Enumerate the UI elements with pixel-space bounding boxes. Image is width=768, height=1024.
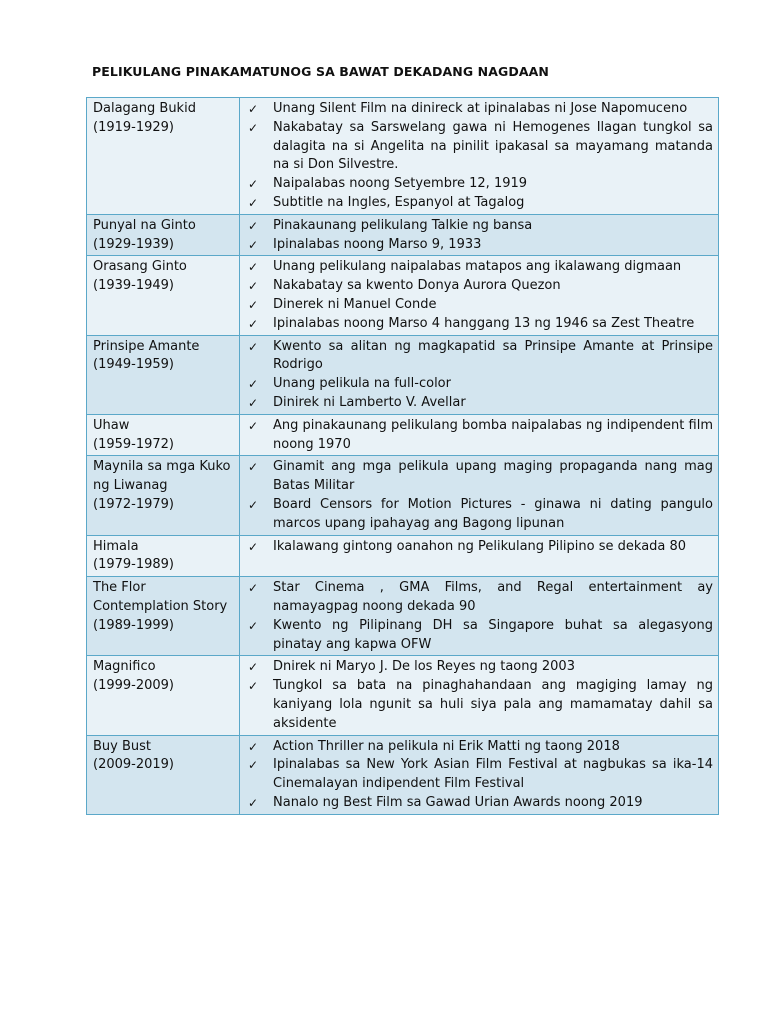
note-item — [246, 756, 713, 794]
table-row — [87, 256, 719, 335]
note-item — [246, 217, 713, 236]
film-cell — [87, 456, 240, 535]
note-text: Ikalawang gintong oanahon ng Pelikulang Pilipino se dekada 80 — [273, 538, 687, 554]
note-text: Subtitle na Ingles, Espanyol at Tagalog — [273, 194, 525, 210]
table-row — [87, 656, 719, 735]
notes-list — [246, 458, 713, 533]
notes-cell — [240, 735, 719, 814]
checkmark-icon: ✓ — [248, 120, 259, 135]
checkmark-icon: ✓ — [248, 497, 259, 512]
film-title: Magnifico — [93, 659, 156, 675]
note-text: Pinakaunang pelikulang Talkie ng bansa — [273, 217, 533, 233]
film-years: (1949-1959) — [93, 357, 175, 373]
note-item — [246, 236, 713, 255]
notes-list — [246, 100, 713, 213]
checkmark-icon: ✓ — [248, 102, 259, 116]
note-item — [246, 315, 713, 334]
checkmark-icon: ✓ — [248, 297, 259, 312]
notes-list — [246, 738, 713, 813]
film-title: Uhaw — [93, 417, 130, 433]
note-item — [246, 579, 713, 617]
film-years: (1989-1999) — [93, 617, 175, 633]
note-text: Ginamit ang mga pelikula upang maging propaganda nang mag Batas Militar — [273, 459, 713, 494]
note-item — [246, 677, 713, 733]
note-item — [246, 338, 713, 376]
film-years: (1939-1949) — [93, 278, 175, 294]
note-text: Board Censors for Motion Pictures - ginawa ni dating pangulo marcos upang ipahayag ang Bagong lipunan — [273, 496, 713, 531]
note-text: Tungkol sa bata na pinaghahandaan ang magiging lamay ng kaniyang lola ngunit sa huli siya pala ang mamamatay dahil sa aksidente — [273, 678, 713, 731]
film-cell — [87, 98, 240, 215]
film-years: (1959-1972) — [93, 436, 175, 452]
notes-list — [246, 217, 713, 255]
checkmark-icon: ✓ — [248, 618, 259, 633]
checkmark-icon: ✓ — [248, 237, 259, 252]
notes-cell — [240, 414, 719, 456]
note-text: Kwento ng Pilipinang DH sa Singapore buhat sa alegasyong pinatay ang kapwa OFW — [273, 617, 713, 652]
notes-list — [246, 658, 713, 733]
table-row — [87, 214, 719, 256]
film-years: (2009-2019) — [93, 757, 175, 773]
checkmark-icon: ✓ — [248, 316, 259, 331]
film-cell — [87, 335, 240, 414]
table-row — [87, 577, 719, 656]
note-item — [246, 794, 713, 813]
film-title: Himala — [93, 538, 139, 554]
checkmark-icon: ✓ — [248, 195, 259, 210]
checkmark-icon: ✓ — [248, 260, 259, 275]
note-text: Nanalo ng Best Film sa Gawad Urian Awards noong 2019 — [273, 794, 643, 810]
film-cell — [87, 214, 240, 256]
table-row — [87, 98, 719, 215]
page-title: PELIKULANG PINAKAMATUNOG SA BAWAT DEKADANG NAGDAAN — [92, 64, 549, 79]
checkmark-icon: ✓ — [248, 460, 259, 475]
note-item — [246, 258, 713, 277]
note-item — [246, 175, 713, 194]
film-title: Buy Bust — [93, 738, 152, 754]
note-item — [246, 458, 713, 496]
table-row — [87, 735, 719, 814]
note-text: Nakabatay sa kwento Donya Aurora Quezon — [273, 278, 561, 294]
note-item — [246, 194, 713, 213]
film-years: (1979-1989) — [93, 557, 175, 573]
film-years: (1972-1979) — [93, 496, 175, 512]
film-title: The Flor Contemplation Story — [93, 580, 228, 614]
note-item — [246, 277, 713, 296]
checkmark-icon: ✓ — [248, 679, 259, 694]
notes-cell — [240, 456, 719, 535]
checkmark-icon: ✓ — [248, 539, 259, 554]
film-cell — [87, 256, 240, 335]
notes-list — [246, 338, 713, 413]
notes-cell — [240, 656, 719, 735]
note-item — [246, 538, 713, 557]
checkmark-icon: ✓ — [248, 739, 259, 754]
film-years: (1929-1939) — [93, 236, 175, 252]
notes-cell — [240, 98, 719, 215]
film-cell — [87, 414, 240, 456]
checkmark-icon: ✓ — [248, 795, 259, 810]
table-row — [87, 335, 719, 414]
film-decade-table — [86, 97, 719, 815]
note-item — [246, 296, 713, 315]
note-text: Naipalabas noong Setyembre 12, 1919 — [273, 176, 528, 192]
notes-list — [246, 417, 713, 455]
film-title: Prinsipe Amante — [93, 338, 200, 354]
checkmark-icon: ✓ — [248, 218, 259, 233]
checkmark-icon: ✓ — [248, 339, 259, 354]
note-item — [246, 658, 713, 677]
note-item — [246, 617, 713, 655]
note-text: Star Cinema , GMA Films, and Regal entertainment ay namayagpag noong dekada 90 — [273, 580, 713, 614]
note-text: Dnirek ni Maryo J. De los Reyes ng taong 2003 — [273, 659, 575, 675]
checkmark-icon: ✓ — [248, 279, 259, 294]
film-cell — [87, 577, 240, 656]
notes-cell — [240, 214, 719, 256]
checkmark-icon: ✓ — [248, 395, 259, 410]
note-text: Nakabatay sa Sarswelang gawa ni Hemogenes Ilagan tungkol sa dalagita na si Angelita na pinilit ipakasal sa mayamang matanda na si Don Silvestre. — [273, 119, 713, 173]
film-cell — [87, 656, 240, 735]
note-text: Unang pelikulang naipalabas matapos ang ikalawang digmaan — [273, 259, 682, 275]
checkmark-icon: ✓ — [248, 758, 259, 773]
note-item — [246, 496, 713, 534]
film-title: Maynila sa mga Kuko ng Liwanag — [93, 459, 231, 494]
note-text: Kwento sa alitan ng magkapatid sa Prinsipe Amante at Prinsipe Rodrigo — [273, 338, 713, 373]
table-row — [87, 535, 719, 577]
note-item — [246, 738, 713, 757]
checkmark-icon: ✓ — [248, 377, 259, 392]
notes-list — [246, 579, 713, 654]
checkmark-icon: ✓ — [248, 660, 259, 675]
note-text: Action Thriller na pelikula ni Erik Matti ng taong 2018 — [273, 738, 620, 754]
film-title: Punyal na Ginto — [93, 217, 196, 233]
table-row — [87, 456, 719, 535]
table-row — [87, 414, 719, 456]
checkmark-icon: ✓ — [248, 581, 259, 596]
notes-cell — [240, 577, 719, 656]
film-cell — [87, 535, 240, 577]
note-text: Unang Silent Film na dinireck at ipinalabas ni Jose Napomuceno — [273, 101, 688, 116]
notes-cell — [240, 256, 719, 335]
film-cell — [87, 735, 240, 814]
note-item — [246, 100, 713, 119]
notes-list — [246, 538, 713, 557]
note-item — [246, 119, 713, 175]
film-years: (1999-2009) — [93, 678, 175, 694]
note-item — [246, 375, 713, 394]
notes-list — [246, 258, 713, 333]
film-title: Orasang Ginto — [93, 259, 187, 275]
film-years: (1919-1929) — [93, 119, 175, 135]
note-text: Ipinalabas sa New York Asian Film Festival at nagbukas sa ika-14 Cinemalayan indipendent Film Festival — [273, 757, 713, 792]
notes-cell — [240, 335, 719, 414]
note-item — [246, 417, 713, 455]
film-title: Dalagang Bukid — [93, 101, 196, 116]
table-body — [87, 98, 719, 815]
note-text: Dinerek ni Manuel Conde — [273, 296, 437, 312]
note-text: Ipinalabas noong Marso 4 hanggang 13 ng 1946 sa Zest Theatre — [273, 315, 695, 331]
note-text: Ipinalabas noong Marso 9, 1933 — [273, 236, 482, 252]
note-text: Unang pelikula na full-color — [273, 376, 451, 392]
checkmark-icon: ✓ — [248, 177, 259, 192]
note-item — [246, 394, 713, 413]
notes-cell — [240, 535, 719, 577]
note-text: Dinirek ni Lamberto V. Avellar — [273, 394, 466, 410]
checkmark-icon: ✓ — [248, 418, 259, 433]
note-text: Ang pinakaunang pelikulang bomba naipalabas ng indipendent film noong 1970 — [273, 417, 713, 452]
